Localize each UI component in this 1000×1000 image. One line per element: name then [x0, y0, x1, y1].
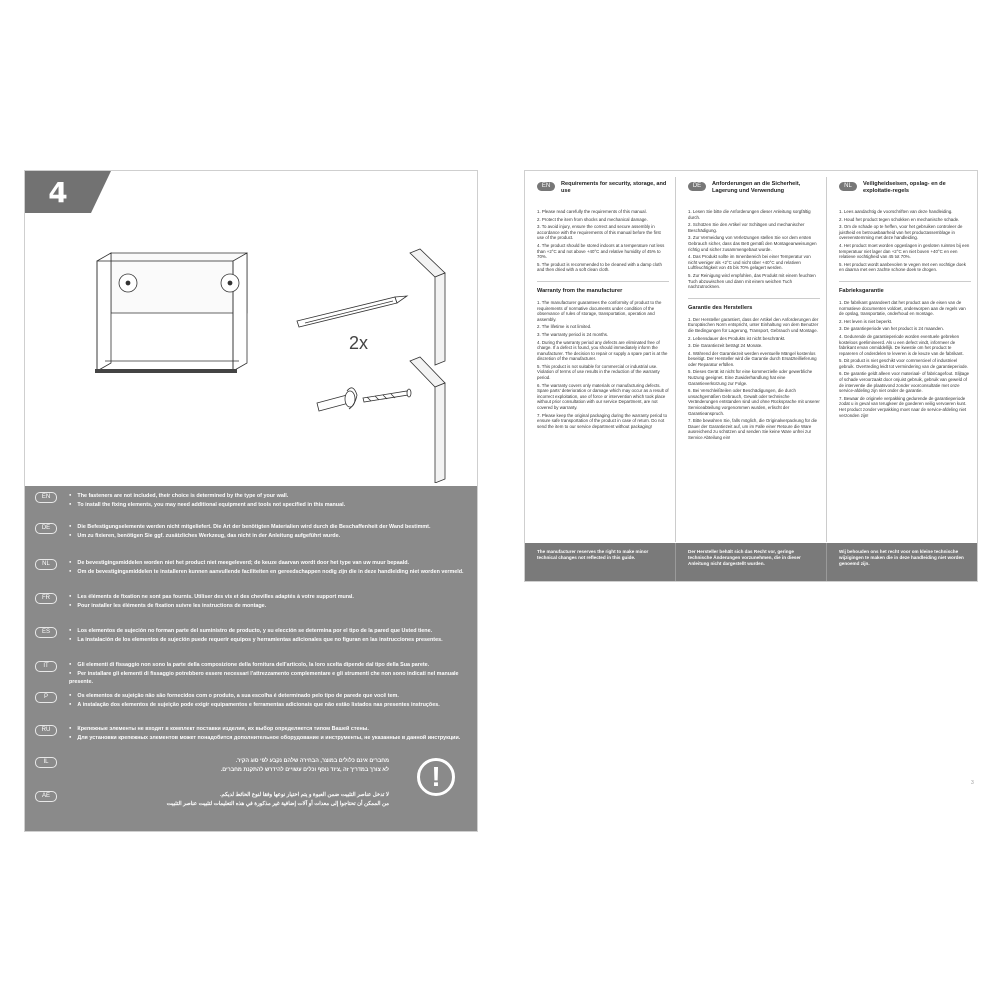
notice-line: ● Die Befestigungselemente werden nicht mitgeliefert. Die Art der benötigten Materialien wird durch die Beschaffenheit der Wand bestimmt. [69, 522, 430, 531]
section-title: Anforderungen an die Sicherheit, Lagerung und Verwendung [712, 181, 801, 194]
lang-badge: DE [35, 523, 57, 534]
requirement-item: 3. To avoid injury, ensure the correct and secure assembly in accordance with the requirements of this manual before the first use of the product. [537, 224, 661, 241]
lang-badge: NL [839, 182, 857, 191]
manufacturer-note-footer [525, 543, 977, 581]
footer-note-nl: Wij behouden ons het recht voor om kleine technische wijzigingen te maken die in deze handleiding niet worden genoemd zijn. [826, 543, 977, 581]
warranty-item: 6. Bei Verschleißteilen oder Beschädigungen, die durch unsachgemäßen Gebrauch, Gewalt oder technische Veränderungen entstanden sind und ohne Rücksprache mit unserer Serviceabteilung vorgenommen wurden, erlischt der Garantieanspruch. [688, 388, 820, 416]
fastener-notice-panel [25, 486, 477, 831]
requirement-item: 3. Om de schade op te heffen, voor het gebruiken controleer de juistheid en betrouwbaarheid van het productassemblage in overeenstemming met deze handleiding. [839, 224, 963, 241]
wall-section-drawing [410, 249, 445, 483]
requirement-item: 1. Please read carefully the requirements of this manual. [537, 209, 647, 214]
notice-en [35, 491, 467, 509]
lang-badge: EN [537, 182, 555, 191]
notice-p [35, 691, 467, 709]
shelf-drawing [95, 253, 247, 373]
notice-line: ● De bevestigingsmiddelen worden niet het product niet meegeleverd; de keuze daarvan wordt door het type van uw muur bepaald. [69, 558, 464, 567]
notice-it [35, 660, 467, 686]
notice-es [35, 626, 467, 644]
requirement-item: 2. Houd het product tegen schokken en mechanische schade. [839, 216, 960, 222]
lang-badge: FR [35, 593, 57, 604]
warranty-item: 1. De fabrikant garandeert dat het product aan de eisen van de normatieve documenten voldoet, onderworpen aan de regels van de opslag, transportatie, onderhoud en montage. [839, 299, 966, 317]
right-page [524, 170, 978, 582]
assembly-illustration [25, 213, 477, 483]
step-number-badge [25, 171, 91, 213]
notice-line: ● Los elementos de sujeción no forman parte del suministro de producto, y su elección se determina por el tipo de la pared que Usted tiene. [69, 626, 443, 635]
warranty-item: 4. Gedurende de garantieperiode worden eventuele gebreken kosteloos geëlimineerd. Als u een defect vindt, informeer de fabrikant ervan onmiddellijk. De kwestie om het product te repareren of onderdelen te leveren is de keuze van de fabrikant. [839, 333, 964, 356]
requirement-item: 4. Het product moet worden opgeslagen in gesloten ruimtes bij een temperatuur niet lager dan +2°C en niet boven +40°C en een relatieve vochtigheid van 45 tot 70%. [839, 242, 970, 260]
notice-line: לא צורך במדריך זה ,ציוד נוסף וכלים עשויים להידרש להתקנת מחברים. [220, 767, 389, 773]
warranty-item: 4. During the warranty period any defects are eliminated free of charge. If a defect is found, you should immediately inform the manufacturer. The decision to repair or supply a spare part is at the discretion of the manufacturer. [537, 339, 668, 362]
warranty-title: Warranty from the manufacturer [537, 281, 669, 294]
warranty-item: 2. The lifetime is not limited. [537, 324, 592, 330]
warranty-title: Fabrieksgarantie [839, 281, 971, 294]
requirement-item: 1. Lees aandachtig de voorschriften van deze handleiding. [839, 209, 953, 214]
requirement-item: 5. Het product wordt aanbevolen te vegen met een vochtige doek en daarna met een zachte schone doek te drogen. [839, 261, 966, 273]
warranty-item: 3. Die Garantiezeit beträgt 24 Monate. [688, 343, 763, 349]
dowel-screw-drawing [317, 388, 411, 411]
footer-note-en: The manufacturer reserves the right to make minor technical changes not reflected in this guide. [537, 549, 649, 560]
warranty-item: 7. Bewaar de originele verpakking gedurende de garantieperiode zodat u in geval van terugkeer de goederen veilig vervoeren kunt. Het product zonder verpakking moet naar de service-afdeling niet verzonden zijn! [839, 395, 967, 418]
requirement-item: 5. The product is recommended to be cleaned with a damp cloth and then dried with a soft clean cloth. [537, 261, 662, 273]
notice-il [35, 756, 467, 774]
notice-de [35, 522, 467, 540]
warranty-item: 4. Während der Garantiezeit werden eventuelle Mängel kostenlos beseitigt. Der Hersteller wird die Garantie durch Ersatzteillieferung oder Reparatur erfüllen. [688, 350, 817, 367]
requirement-item: 2. Protect the item from shocks and mechanical damage. [537, 216, 648, 222]
warranty-item: 2. Lebensdauer des Produkts ist nicht beschränkt. [688, 335, 786, 341]
notice-line: لا تدخل عناصر التثبيت ضمن العبوة و يتم اختيار نوعها وفقا لنوع الحائط لديكم. [219, 792, 389, 798]
section-title: Requirements for security, storage, and use [561, 181, 667, 194]
notice-line: ● Um zu fixieren, benötigen Sie ggf. zusätzliches Werkzeug, das nicht in der Anleitung aufgeführt wurde. [69, 531, 430, 540]
warranty-item: 5. Dit product is niet geschikt voor commercieel of industrieel gebruik. Overtreding leidt tot vermindering van de garantieperiode. [839, 358, 969, 369]
quantity-label: 2x [349, 333, 369, 353]
requirement-item: 4. The product should be stored indoors at a temperature not less than +2°C and not above +40°C and relative humidity of 45% to 70%. [537, 242, 665, 260]
notice-line: ● Os elementos de sujeição não são fornecidos com o produto, a sua escolha é determinado pelo tipo de parede que você tem. [69, 691, 440, 700]
warning-exclamation-icon: ! [417, 758, 455, 796]
notice-ae [35, 790, 467, 808]
warranty-item: 5. Dieses Gerät ist nicht für eine kommerzielle oder gewerbliche Nutzung geeignet. Eine Zuwiderhandlung hat eine Garantieverkürzung zur Folge. [688, 369, 813, 386]
lang-badge: NL [35, 559, 57, 570]
column-de [675, 177, 826, 542]
requirement-item: 5. Zur Reinigung wird empfohlen, das Produkt mit einem feuchten Tuch abzuwischen und dann mit einem weichen Tuch nachzutrocknen. [688, 272, 816, 290]
notice-line: ● A instalação dos elementos de sujeição pode exigir equipamentos e ferramentas adicionais que não estão listados nas presentes instruções. [69, 700, 440, 709]
column-nl [826, 177, 977, 542]
warranty-item: 6. De garantie geldt alleen voor materiaal- of fabricagefout. Slijtage of schade veroorzaakt door onjuist gebruik, gebruik van geweld of de interventie die plaatsvond zonder voorconsultatie met onze service-afdeling zijn niet onder de garantie. [839, 371, 970, 394]
notice-line: ● To install the fixing elements, you may need additional equipment and tools not specified in this manual. [69, 500, 345, 509]
notice-line: ● La instalación de los elementos de sujeción puede requerir equipos y herramientas adicionales que no figuran en las instrucciones presentes. [69, 635, 443, 644]
section-title: Veiligheidseisen, opslag- en de exploitatie-regels [863, 181, 946, 194]
warranty-item: 3. De garantieperiode van het product is 24 maanden. [839, 326, 944, 332]
warranty-title: Garantie des Herstellers [688, 298, 820, 311]
notice-line: من الممكن أن تحتاجوا إلى معدات أو آلات إضافية غير مذكورة في هذه التعليمات لتثبيت عناصر التثبيت [166, 801, 389, 807]
warranty-item: 7. Bitte bewahren Sie, falls möglich, die Originalverpackung für die Dauer der Garantiezeit auf, um im Falle einer Retoure die Ware ausreichend zu schützen und senden Sie keine Ware unfrei zur Service Abteilung ein! [688, 418, 818, 440]
page-number: 3 [971, 780, 974, 786]
requirement-item: 3. Zur Vermeidung von Verletzungen stellen Sie vor dem ersten Gebrauch sicher, dass das Bett gemäß den Montageanweisungen richtig und sicher zusammengebaut wurde. [688, 235, 817, 252]
footer-note-de: Der Hersteller behält sich das Recht vor, geringe technische Änderungen vorzunehmen, die in dieser Anleitung nicht dargestellt wurden. [675, 543, 826, 581]
notice-line: ● Крепежные элементы не входят в комплект поставки изделия, их выбор определяется типом Вашей стены. [69, 724, 460, 733]
warranty-item: 1. Der Hersteller garantiert, dass der Artikel den Anforderungen der Europäischen Norm entspricht, unter Einhaltung von dem Benutzer die Bedingungen für Lagerung, Transport, Gebrauch und Montage. [688, 316, 819, 333]
requirement-item: 2. Schützen Sie den Artikel vor Schlägen und mechanischer Beschädigung. [688, 222, 805, 233]
notice-ru [35, 724, 467, 742]
lang-badge: AE [35, 791, 57, 802]
warranty-item: 1. The manufacturer guarantees the conformity of product to the requirements of normative documents under condition of the observance of rules of storage, transportation, operation and assembly. [537, 299, 662, 322]
lang-badge: P [35, 692, 57, 703]
notice-nl [35, 558, 467, 576]
notice-line: ● Gli elementi di fissaggio non sono la parte della composizione della fornitura dell'articolo, la loro scelta dipende dal tipo della Sua parete. [69, 660, 467, 669]
step-number: 4 [48, 175, 68, 209]
notice-line: ● Для установки крепежных элементов может понадобится дополнительное оборудование и инструменты, не указанные в данной инструкции. [69, 733, 460, 742]
lang-badge: IL [35, 757, 57, 768]
notice-fr [35, 592, 467, 610]
lang-badge: DE [688, 182, 706, 191]
lang-badge: ES [35, 627, 57, 638]
notice-line: ● Om de bevestigingsmiddelen te installeren kunnen aanvullende faciliteiten en gereedschappen nodig zijn die in deze handleiding niet worden vermeld. [69, 567, 464, 576]
warranty-item: 5. This product is not suitable for commercial or industrial use. Violation of terms of use results in the reduction of the warranty period. [537, 363, 660, 381]
column-en [525, 177, 675, 542]
left-page [24, 170, 478, 832]
warranty-item: 6. The warranty covers only materials or manufacturing defects. Spare parts' deterioration or damage which may occur as a result of incorrect exploitation, use of force or intervention which took place without prior consultation with our service Department, are not covered by warranty. [537, 382, 669, 411]
warranty-item: 2. Het leven is niet beperkt. [839, 318, 893, 324]
lang-badge: EN [35, 492, 57, 503]
warranty-item: 3. The warranty period is 24 months. [537, 331, 609, 337]
requirement-item: 1. Lesen Sie bitte die Anforderungen dieser Anleitung sorgfältig durch. [688, 209, 811, 220]
lang-badge: IT [35, 661, 57, 672]
notice-line: מחברים אינם כלולים במוצר, הבחירה שלהם נקבע לפי סוג הקיר. [235, 758, 389, 764]
notice-line: ● Les éléments de fixation ne sont pas fournis. Utiliser des vis et des chevilles adaptés à votre support mural. [69, 592, 354, 601]
notice-line: ● Per installare gli elementi di fissaggio potrebbero essere necessari l'attrezzamento complementare e gli strumenti che non sono indicati nel manuale presente. [69, 669, 467, 686]
lang-badge: RU [35, 725, 57, 736]
notice-line: ● Pour installer les éléments de fixation suivre les instructions de montage. [69, 601, 354, 610]
requirement-item: 4. Das Produkt sollte im Innenbereich bei einer Temperatur von nicht weniger als +2°C und nicht über +40°C und relativen Luftfeuchtigkeit von 45 bis 70% gelagert werden. [688, 254, 811, 271]
notice-line: ● The fasteners are not included, their choice is determined by the type of your wall. [69, 491, 345, 500]
drill-bit-drawing [297, 296, 407, 327]
warranty-item: 7. Please keep the original packaging during the warranty period to ensure safe transportation of the product in case of return. Do not send the item to our service department without packaging! [537, 412, 668, 429]
